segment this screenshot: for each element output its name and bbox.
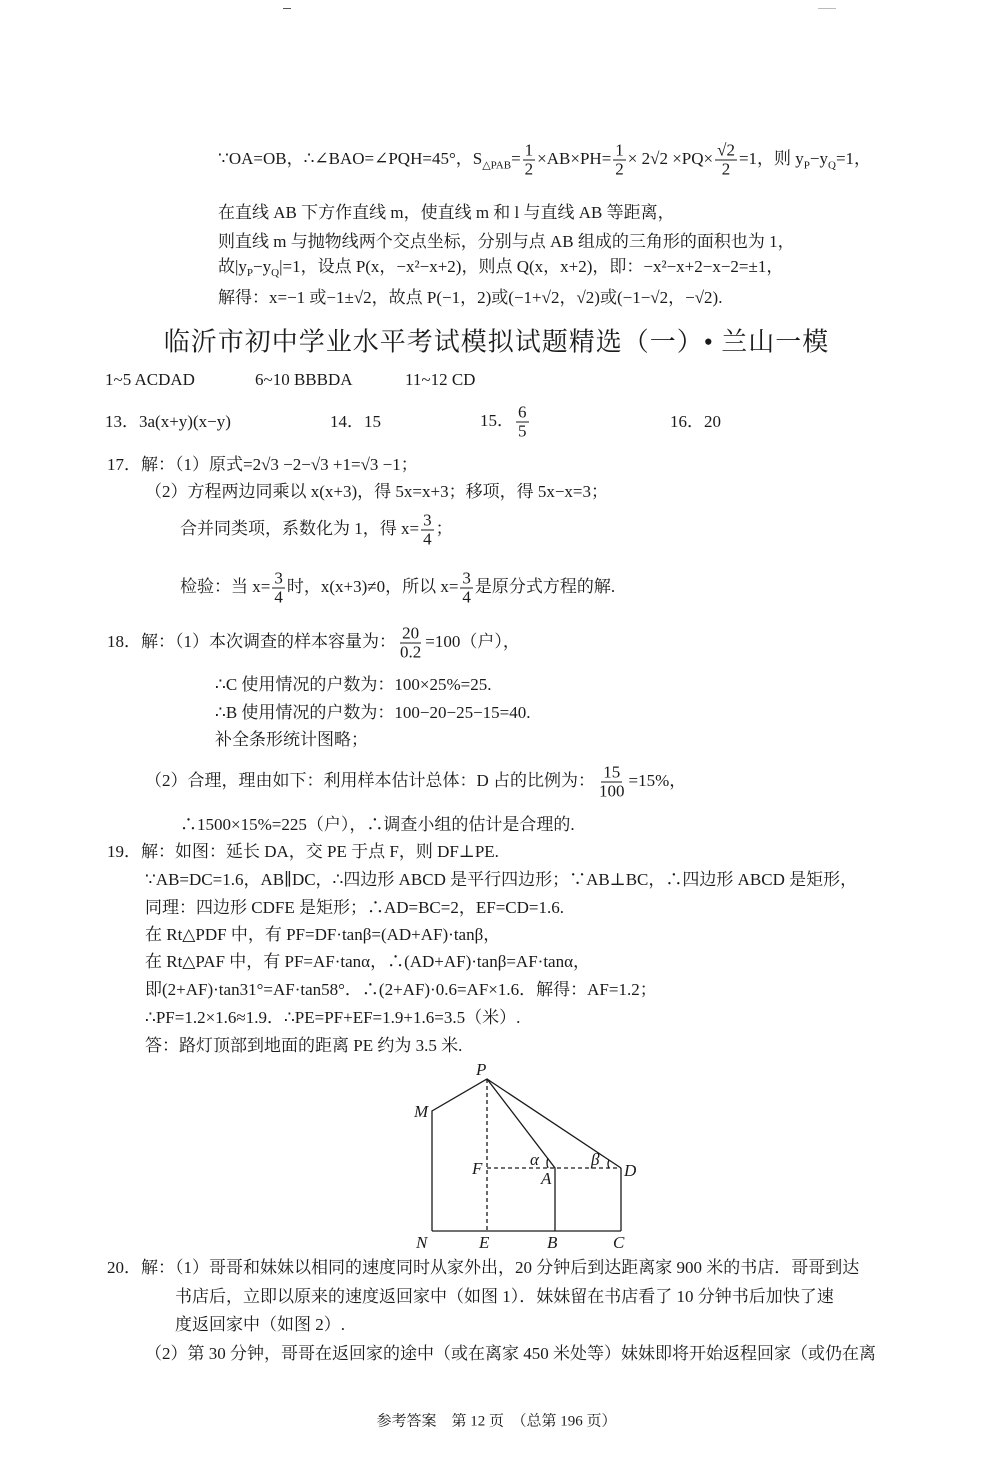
- numerator: 3: [423, 510, 432, 530]
- scan-mark: [283, 8, 291, 9]
- label-beta: β: [591, 1150, 600, 1169]
- text-segment: 同理：四边形 CDFE 是矩形；∴AD=BC=2，EF=CD=1.6.: [145, 898, 564, 917]
- fraction: [460, 570, 473, 607]
- label-C: C: [613, 1233, 625, 1252]
- label-A: A: [541, 1169, 552, 1188]
- label-P: P: [476, 1060, 487, 1079]
- text-segment: ∵AB=DC=1.6，AB∥DC，∴四边形 ABCD 是平行四边形；∵AB⊥BC，∴四边形 ABCD 是矩形，: [145, 870, 858, 889]
- text-line: [670, 412, 721, 432]
- text-line: [218, 232, 795, 252]
- text-segment: ×AB×PH=: [537, 148, 612, 168]
- text-segment: 6~10 BBBDA: [255, 370, 353, 389]
- text-line: [330, 412, 381, 432]
- text-line: [145, 1008, 520, 1028]
- text-segment: 16．20: [670, 412, 721, 431]
- text-segment: × 2√2 ×PQ×: [627, 148, 714, 168]
- text-line: [180, 815, 575, 835]
- text-line: [215, 703, 531, 723]
- text-line: [255, 370, 353, 390]
- text-line: [145, 482, 608, 502]
- text-line: [105, 370, 195, 390]
- section-title: 临沂市初中学业水平考试模拟试题精选（一）• 兰山一模: [163, 327, 830, 357]
- label-alpha: α: [530, 1150, 539, 1169]
- text-line: [218, 203, 675, 223]
- label-M: M: [414, 1102, 429, 1121]
- numerator: 1: [615, 140, 624, 160]
- text-line: [145, 925, 500, 945]
- subscript: P: [246, 267, 254, 280]
- text-segment: 书店后，立即以原来的速度返回家中（如图 1）．妹妹留在书店看了 10 分钟书后加快了速: [175, 1287, 834, 1306]
- numerator: √2: [717, 140, 735, 160]
- denominator: 5: [518, 421, 527, 441]
- text-line: [180, 512, 453, 549]
- text-segment: 时，x(x+3)≠0，所以 x=: [286, 576, 459, 596]
- text-line: [145, 980, 657, 1000]
- text-line: [145, 764, 686, 801]
- text-line: [175, 1287, 834, 1307]
- text-segment: 合并同类项，系数化为 1，得 x=: [180, 518, 420, 538]
- fraction: [421, 512, 434, 549]
- denominator: 2: [524, 159, 534, 179]
- text-segment: 在 Rt△PDF 中，有 PF=DF·tanβ=(AD+AF)·tanβ，: [145, 925, 501, 944]
- numerator: 6: [518, 402, 527, 422]
- text-line: [145, 952, 590, 972]
- text-segment: −y: [253, 256, 272, 276]
- text-line: [180, 570, 615, 607]
- streetlight-diagram: [400, 1060, 650, 1255]
- text-segment: 即(2+AF)·tan31°=AF·tan58°．∴(2+AF)·0.6=AF×1.6．解得：AF=1.2；: [145, 980, 657, 999]
- text-line: [405, 370, 475, 390]
- text-segment: ；: [435, 518, 453, 538]
- text-segment: 在直线 AB 下方作直线 m，使直线 m 和 l 与直线 AB 等距离，: [218, 203, 675, 222]
- text-segment: ∴C 使用情况的户数为：100×25%=25.: [215, 675, 492, 694]
- text-segment: 15．: [480, 410, 514, 430]
- text-line: [218, 142, 871, 179]
- text-segment: 是原分式方程的解.: [474, 576, 616, 596]
- text-line: [215, 730, 368, 750]
- text-segment: 则直线 m 与抛物线两个交点坐标，分别与点 AB 组成的三角形的面积也为 1，: [218, 232, 795, 251]
- text-segment: 19．解：如图：延长 DA，交 PE 于点 F，则 DF⊥PE.: [107, 842, 499, 861]
- label-F: F: [472, 1159, 483, 1178]
- subscript: Q: [828, 159, 836, 172]
- text-segment: 在 Rt△PAF 中，有 PF=AF·tanα，∴(AD+AF)·tanβ=AF·tanα，: [145, 952, 591, 971]
- text-segment: 20．解：（1）哥哥和妹妹以相同的速度同时从家外出，20 分钟后到达距离家 900 米的书店．哥哥到达: [107, 1258, 860, 1277]
- text-segment: 1~5 ACDAD: [105, 370, 195, 389]
- text-segment: |=1，设点 P(x，−x²−x+2)，则点 Q(x，x+2)，即：−x²−x+2−x−2=±1，: [279, 256, 784, 276]
- text-segment: 18．解：（1）本次调查的样本容量为：: [107, 631, 396, 651]
- text-line: [145, 898, 564, 918]
- text-segment: =: [511, 148, 521, 168]
- text-line: [105, 412, 231, 432]
- text-segment: 补全条形统计图略；: [215, 730, 368, 749]
- text-line: [107, 1258, 859, 1278]
- text-segment: 答：路灯顶部到地面的距离 PE 约为 3.5 米.: [145, 1036, 463, 1055]
- text-segment: 检验：当 x=: [180, 576, 271, 596]
- denominator: 100: [599, 781, 625, 801]
- denominator: 2: [615, 159, 624, 179]
- fraction: [272, 570, 285, 607]
- subscript: △PAB: [482, 159, 512, 172]
- text-segment: （2）第 30 分钟，哥哥在返回家的途中（或在离家 450 米处等）妹妹即将开始返程回家（或仍在离: [145, 1344, 876, 1363]
- text-line: [480, 404, 531, 441]
- label-B: B: [547, 1233, 558, 1252]
- text-segment: 解得：x=−1 或−1±√2，故点 P(−1，2)或(−1+√2，√2)或(−1−√2，−√2).: [218, 288, 723, 307]
- numerator: 1: [524, 140, 534, 160]
- fraction: [613, 142, 626, 179]
- numerator: 20: [402, 623, 420, 643]
- subscript: P: [803, 159, 810, 172]
- text-segment: =100（户），: [425, 631, 520, 651]
- label-N: N: [416, 1233, 428, 1252]
- numerator: 3: [462, 568, 471, 588]
- text-line: [215, 675, 492, 695]
- text-line: [218, 257, 783, 283]
- text-line: [107, 455, 418, 475]
- text-segment: 11~12 CD: [405, 370, 476, 389]
- denominator: 2: [721, 159, 731, 179]
- fraction: [715, 142, 737, 179]
- label-E: E: [479, 1233, 490, 1252]
- text-segment: 度返回家中（如图 2）.: [175, 1315, 345, 1334]
- denominator: 4: [462, 587, 471, 607]
- fraction: [398, 625, 423, 662]
- fraction: [523, 142, 536, 179]
- text-segment: =1，则 y: [738, 148, 804, 168]
- text-line: [107, 625, 520, 662]
- text-segment: ∴1500×15%=225（户），∴调查小组的估计是合理的.: [180, 815, 575, 834]
- text-segment: （2）合理，理由如下：利用样本估计总体：D 占的比例为：: [145, 770, 596, 790]
- fraction: [516, 404, 529, 441]
- text-line: [145, 870, 857, 890]
- page-footer: 参考答案 第 12 页 （总第 196 页）: [376, 1413, 617, 1430]
- text-segment: ∵OA=OB，∴∠BAO=∠PQH=45°，S: [218, 148, 483, 168]
- text-segment: 13．3a(x+y)(x−y): [105, 412, 231, 431]
- text-line: [145, 1036, 462, 1056]
- text-segment: （2）方程两边同乘以 x(x+3)，得 5x=x+3；移项，得 5x−x=3；: [145, 482, 609, 501]
- text-line: [218, 288, 722, 308]
- numerator: 15: [603, 762, 621, 782]
- text-segment: −y: [809, 148, 829, 168]
- numerator: 3: [274, 568, 283, 588]
- text-line: [107, 842, 499, 862]
- text-line: [175, 1315, 345, 1335]
- text-segment: 故|y: [218, 256, 247, 276]
- subscript: Q: [271, 267, 280, 280]
- fraction: [597, 764, 627, 801]
- line-PD: [487, 1079, 621, 1168]
- text-segment: 17．解：（1）原式=2√3 −2−√3 +1=√3 −1；: [107, 455, 418, 474]
- scan-mark: [818, 8, 836, 9]
- text-segment: ∴PF=1.2×1.6≈1.9．∴PE=PF+EF=1.9+1.6=3.5（米）.: [145, 1008, 521, 1027]
- text-line: [145, 1344, 876, 1364]
- denominator: 4: [274, 587, 283, 607]
- denominator: 4: [423, 529, 432, 549]
- text-segment: =15%，: [628, 770, 687, 790]
- text-segment: =1，: [835, 148, 872, 168]
- label-D: D: [624, 1161, 637, 1180]
- denominator: 0.2: [400, 642, 422, 662]
- text-segment: ∴B 使用情况的户数为：100−20−25−15=40.: [215, 703, 531, 722]
- text-segment: 14．15: [330, 412, 381, 431]
